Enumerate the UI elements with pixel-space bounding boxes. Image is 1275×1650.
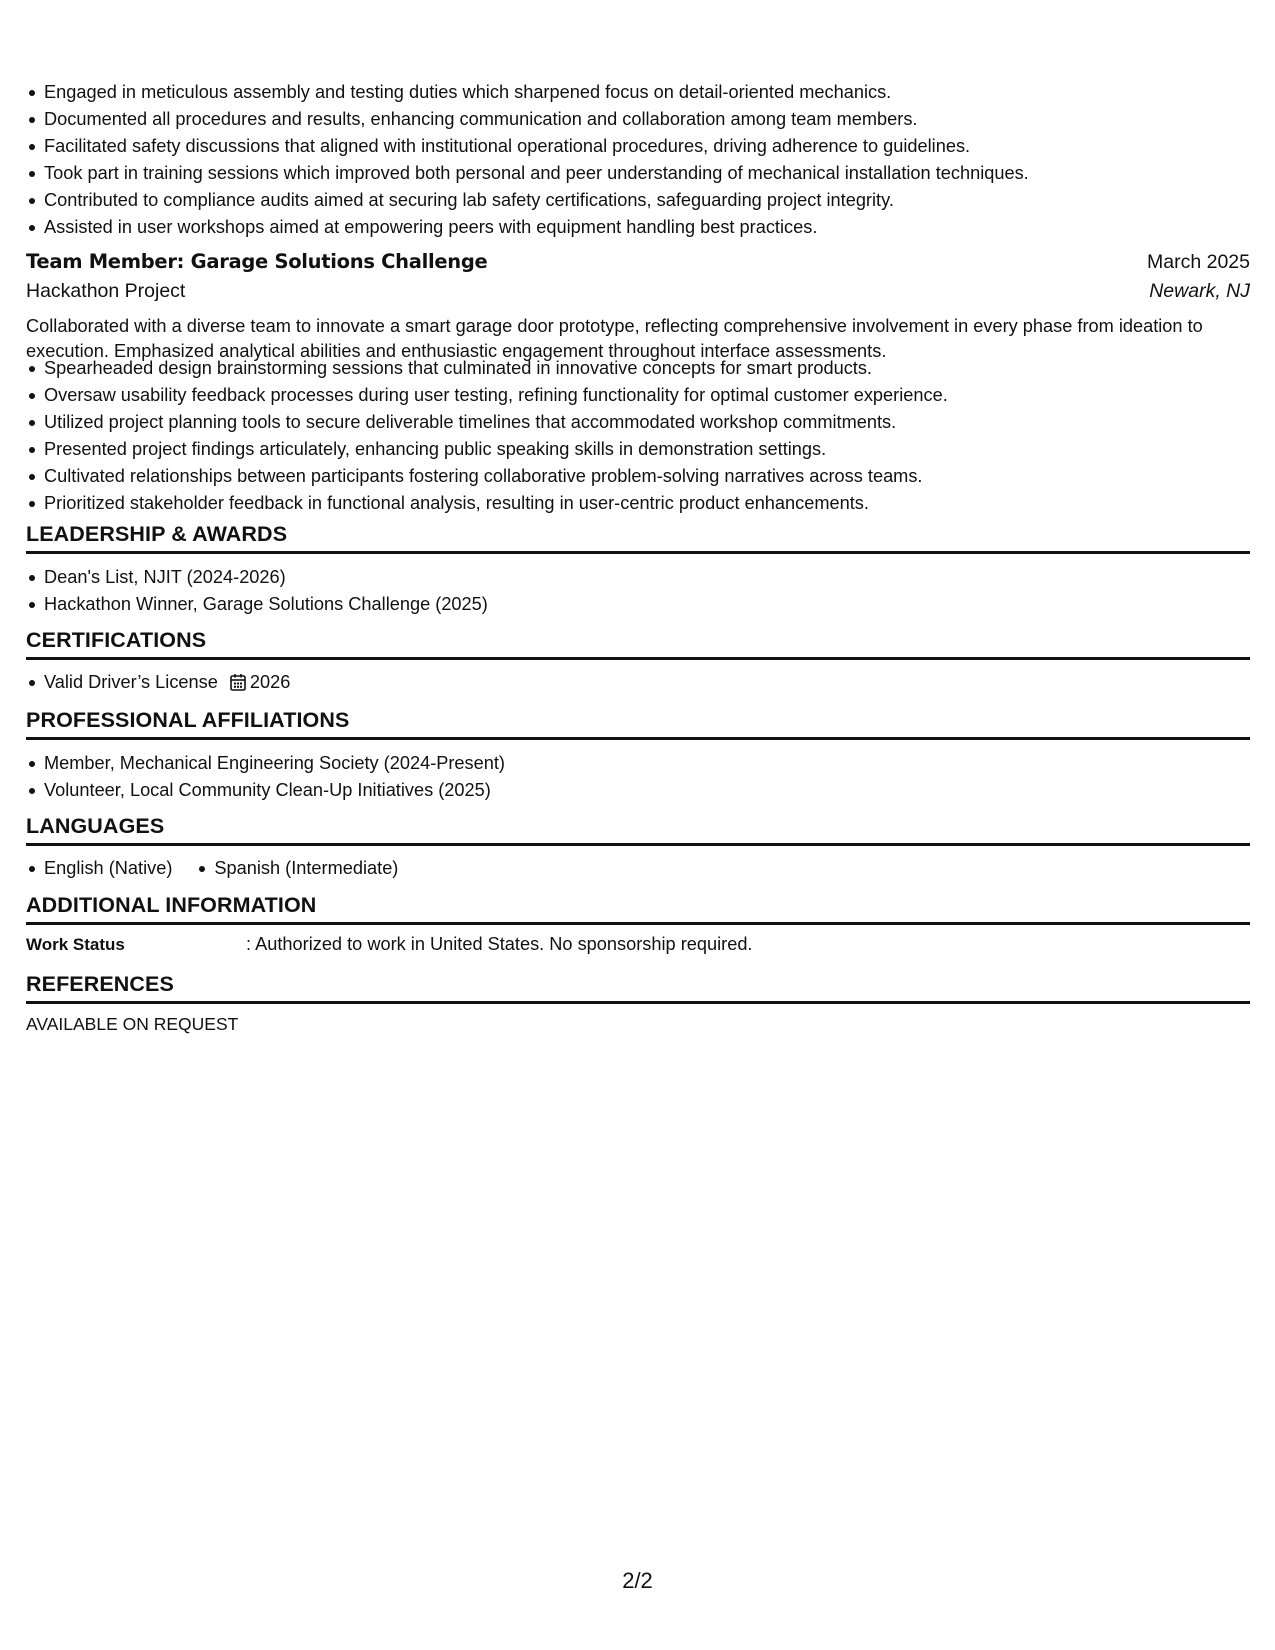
list-item: Took part in training sessions which improved both personal and peer understanding of mechanical installation techniques. bbox=[26, 160, 1029, 187]
list-item: Member, Mechanical Engineering Society (2024-Present) bbox=[26, 750, 505, 777]
list-item: Assisted in user workshops aimed at empowering peers with equipment handling best practices. bbox=[26, 214, 1029, 241]
project-subtitle: Hackathon Project bbox=[26, 280, 186, 302]
project-bullet-list bbox=[26, 355, 948, 517]
page-number: 2/2 bbox=[622, 1568, 653, 1593]
certifications-list bbox=[26, 669, 290, 696]
list-item: English (Native) bbox=[26, 855, 172, 882]
list-item: Prioritized stakeholder feedback in functional analysis, resulting in user-centric product enhancements. bbox=[26, 490, 948, 517]
project-title: Team Member: Garage Solutions Challenge bbox=[26, 250, 488, 273]
section-heading-leadership: LEADERSHIP & AWARDS bbox=[26, 522, 1250, 554]
work-status-label: Work Status bbox=[26, 935, 125, 954]
project-header bbox=[26, 250, 1250, 273]
section-heading-affiliations: PROFESSIONAL AFFILIATIONS bbox=[26, 708, 1250, 740]
list-item: Hackathon Winner, Garage Solutions Challenge (2025) bbox=[26, 591, 488, 618]
section-heading-references: REFERENCES bbox=[26, 972, 1250, 1004]
list-item: Engaged in meticulous assembly and testing duties which sharpened focus on detail-oriented mechanics. bbox=[26, 79, 1029, 106]
list-item: Oversaw usability feedback processes during user testing, refining functionality for optimal customer experience. bbox=[26, 382, 948, 409]
list-item: Facilitated safety discussions that aligned with institutional operational procedures, driving adherence to guidelines. bbox=[26, 133, 1029, 160]
calendar-icon bbox=[230, 672, 246, 690]
leadership-list bbox=[26, 564, 488, 618]
list-item: Cultivated relationships between participants fostering collaborative problem-solving narratives across teams. bbox=[26, 463, 948, 490]
list-item: Utilized project planning tools to secure deliverable timelines that accommodated workshop commitments. bbox=[26, 409, 948, 436]
affiliations-list bbox=[26, 750, 505, 804]
project-date: March 2025 bbox=[1147, 251, 1250, 273]
section-heading-additional-info: ADDITIONAL INFORMATION bbox=[26, 893, 1250, 925]
work-status-value: : Authorized to work in United States. No sponsorship required. bbox=[246, 934, 753, 954]
list-item: Contributed to compliance audits aimed at securing lab safety certifications, safeguarding project integrity. bbox=[26, 187, 1029, 214]
project-description: Collaborated with a diverse team to innovate a smart garage door prototype, reflecting comprehensive involvement in every phase from ideation to execution. Emphasized analytical abilities and enthusiastic engagement throughout interface assessments. bbox=[26, 316, 1203, 361]
list-item: Dean's List, NJIT (2024-2026) bbox=[26, 564, 488, 591]
section-heading-certifications: CERTIFICATIONS bbox=[26, 628, 1250, 660]
references-text: AVAILABLE ON REQUEST bbox=[26, 1014, 239, 1034]
section-heading-languages: LANGUAGES bbox=[26, 814, 1250, 846]
list-item: Volunteer, Local Community Clean-Up Initiatives (2025) bbox=[26, 777, 505, 804]
certification-name: Valid Driver’s License bbox=[44, 672, 218, 692]
project-subheader bbox=[26, 280, 1250, 303]
languages-list bbox=[26, 855, 422, 882]
certification-year: 2026 bbox=[249, 672, 291, 692]
list-item: Spearheaded design brainstorming sessions that culminated in innovative concepts for smart products. bbox=[26, 355, 948, 382]
project-location: Newark, NJ bbox=[1149, 280, 1250, 302]
list-item: Documented all procedures and results, enhancing communication and collaboration among team members. bbox=[26, 106, 1029, 133]
work-status-row bbox=[26, 934, 753, 955]
experience-bullet-list bbox=[26, 79, 1029, 241]
list-item bbox=[26, 669, 290, 696]
list-item: Spanish (Intermediate) bbox=[196, 855, 398, 882]
list-item: Presented project findings articulately, enhancing public speaking skills in demonstration settings. bbox=[26, 436, 948, 463]
